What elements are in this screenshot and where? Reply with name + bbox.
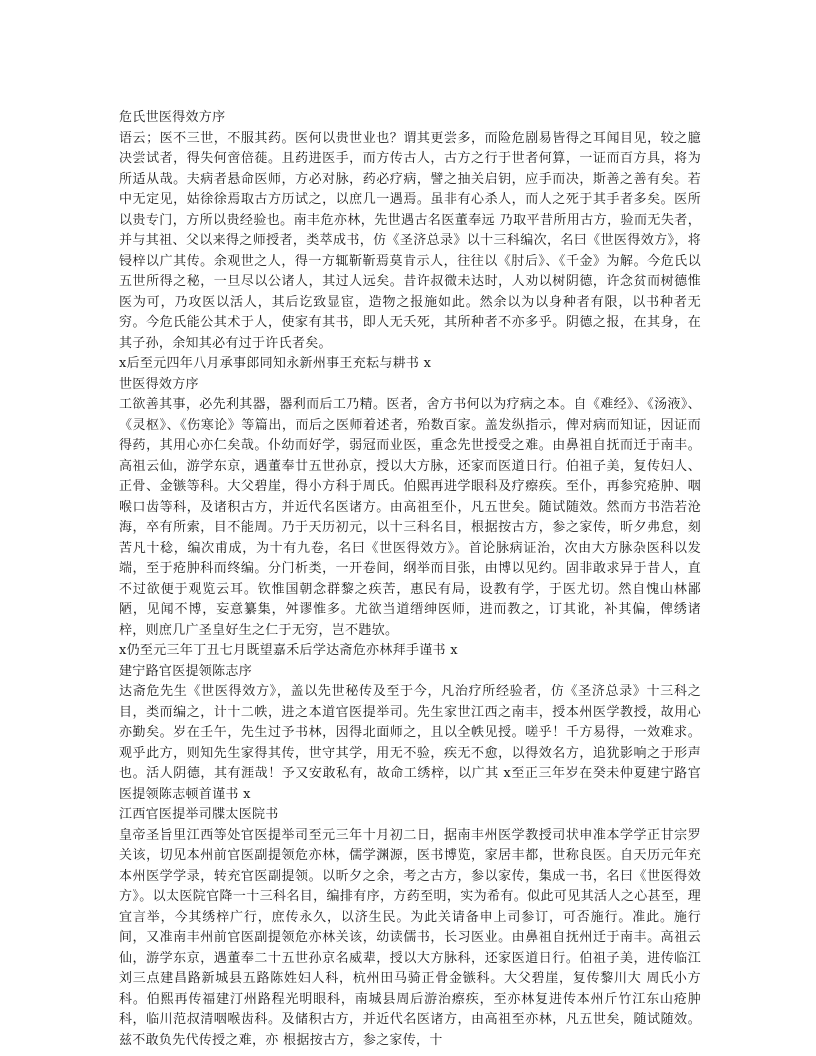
section-body: 达斋危先生《世医得效方》，盖以先世秘传及至于今，凡治疗所经验者，仿《圣济总录》十三科之目，类而编之，计十二帙，进之本道官医提举司。先生家世江西之南丰，授本州医学教授，故用心亦勤矣。岁在壬午，先生过予书林，因得北面师之，且以全帙见授。嗟乎！千方易得，一效难求。观乎此方，则知先生家得其传，世守其学，用无不验，疾无不愈，以得效名方，追犹影响之于形声也。活人阴德，其有涯哉！予又安敢私有，故命工绣梓，以广其 x至正三年岁在癸未仲夏建宁路官医提领陈志顿首谨书 x (119, 684, 701, 802)
section-memorial (119, 805, 701, 1051)
section-title: 江西官医提举司牒太医院书 (119, 807, 279, 822)
section-preface-chen (119, 662, 701, 806)
section-body: 工欲善其事，必先利其器，器利而后工乃精。医者，舍方书何以为疗病之本。自《难经》、《汤液》、《灵枢》、《伤寒论》等篇出，而后之医师着述者，殆数百家。盖发纵指示，俾对病而知证，因证而得药，其用心亦仁矣哉。仆幼而好学，弱冠而业医，重念先世授受之难。由鼻祖自抚而迁于南丰。高祖云仙，游学东京，遇董奉廿五世孙京，授以大方脉，还家而医道日行。伯祖子美，复传妇人、正骨、金镞等科。大父碧崖，得小方科于周氏。伯熙再进学眼科及疗瘵疾。至仆，再参究疮肿、咽喉口齿等科，及诸积古方，并近代名医诸方。由高祖至仆，凡五世矣。随试随效。然而方书浩若沧海，卒有所索，目不能周。乃于天历初元，以十三科名目，根据按古方，参之家传，昕夕弗怠，刻苦凡十稔，编次甫成，为十有九卷，名曰《世医得效方》。首论脉病证治，次由大方脉杂医科以发端，至于疮肿科而终编。分门析类，一开卷间，纲举而目张，由博以见约。固非敢求异于昔人，直不过欲便于观览云耳。钦惟国朝念群黎之疾苦，惠民有局，设教有学，于医尤切。然自愧山林鄙陋，见闻不博，妄意纂集，舛谬惟多。尤欲当道缙绅医师，进而教之，订其讹，补其偏，俾绣诸梓，则庶几广圣皇好生之仁于无穷，岂不韪欤。 (119, 397, 701, 638)
section-title: 危氏世医得效方序 (119, 110, 226, 125)
section-body: 语云；医不三世，不服其药。医何以贵世业也？谓其更尝多，而险危剧易皆得之耳闻目见，较之臆决尝试者，得失何啻倍蓰。且药进医手，而方传古人，古方之行于世者何算，一证而百方具，将为所适从哉。夫病者悬命医师，方必对脉，药必疗病，譬之抽关启钥，应手而决，斯善之善有矣。若中无定见，姑徐徐焉取古方历试之，以庶几一遇焉。虽非有心杀人，而人之死于其手者多矣。医所以贵专门，方所以贵经验也。南丰危亦林，先世遇古名医董奉远 乃取平昔所用古方，验而无失者，并与其祖、父以来得之师授者，类萃成书，仿《圣济总录》以十三科编次，名曰《世医得效方》，将锓梓以广其传。余观世之人，得一方辄靳靳焉莫肯示人，往往以《肘后》、《千金》为解。今危氏以五世所得之秘，一旦尽以公诸人，其过人远矣。昔许叔微未达时，人劝以树阴德，许念贫而树德惟医为可，乃攻医以活人，其后讫致显宦，造物之报施如此。然余以为以身种者有限，以书种者无穷。今危氏能公其术于人，使家有其书，即人无夭死，其所种者不亦多乎。阴德之报，在其身，在其子孙，余知其必有过于许氏者矣。 (119, 130, 701, 351)
section-title: 世医得效方序 (119, 376, 199, 392)
section-preface-wei (119, 375, 701, 662)
section-preface-wang (119, 108, 701, 375)
document-page (119, 108, 701, 1051)
section-body: 皇帝圣旨里江西等处官医提举司至元三年十月初二日，据南丰州医学教授司状申准本学学正甘宗罗关该，切见本州前官医副提领危亦林，儒学渊源，医书博览，家居丰都，世称良医。自天历元年充本州医学学录，转充官医副提领。以昕夕之余，考之古方，参以家传，集成一书，名曰《世医得效方》。以太医院官降一十三科名目，编排有序，方药至明，实为希有。似此可见其活人之心甚至，理宜言举，今其绣梓广行，庶传永久，以济生民。为此关请备申上司参订，可否施行。准此。施行间，又准南丰州前官医副提领危亦林关该，幼读儒书，长习医业。由鼻祖自抚州迁于南丰。高祖云仙，游学东京，遇董奉二十五世孙京名威辈，授以大方脉科，还家医道日行。伯祖子美，进传临江刘三点建昌路新城县五路陈姓妇人科，杭州田马骑正骨金镞科。大父碧崖，复传黎川大 周氏小方科。伯熙再传福建汀州路程光明眼科，南城县周后游治瘵疾，至亦林复进传本州斤竹江东山疮肿科，临川范叔清咽喉齿科。及储积古方，并近代名医诸方，由高祖至亦林，凡五世矣，随试随效。兹不敢负先代传授之难，亦 根据按古方，参之家传，十 (119, 827, 701, 1048)
section-title: 建宁路官医提领陈志序 (119, 663, 253, 679)
section-signature: x仍至元三年丁丑七月既望嘉禾后学达斋危亦林拜手谨书 x (119, 643, 458, 658)
section-signature: x后至元四年八月承事郎同知永新州事王充耘与耕书 x (119, 356, 432, 371)
